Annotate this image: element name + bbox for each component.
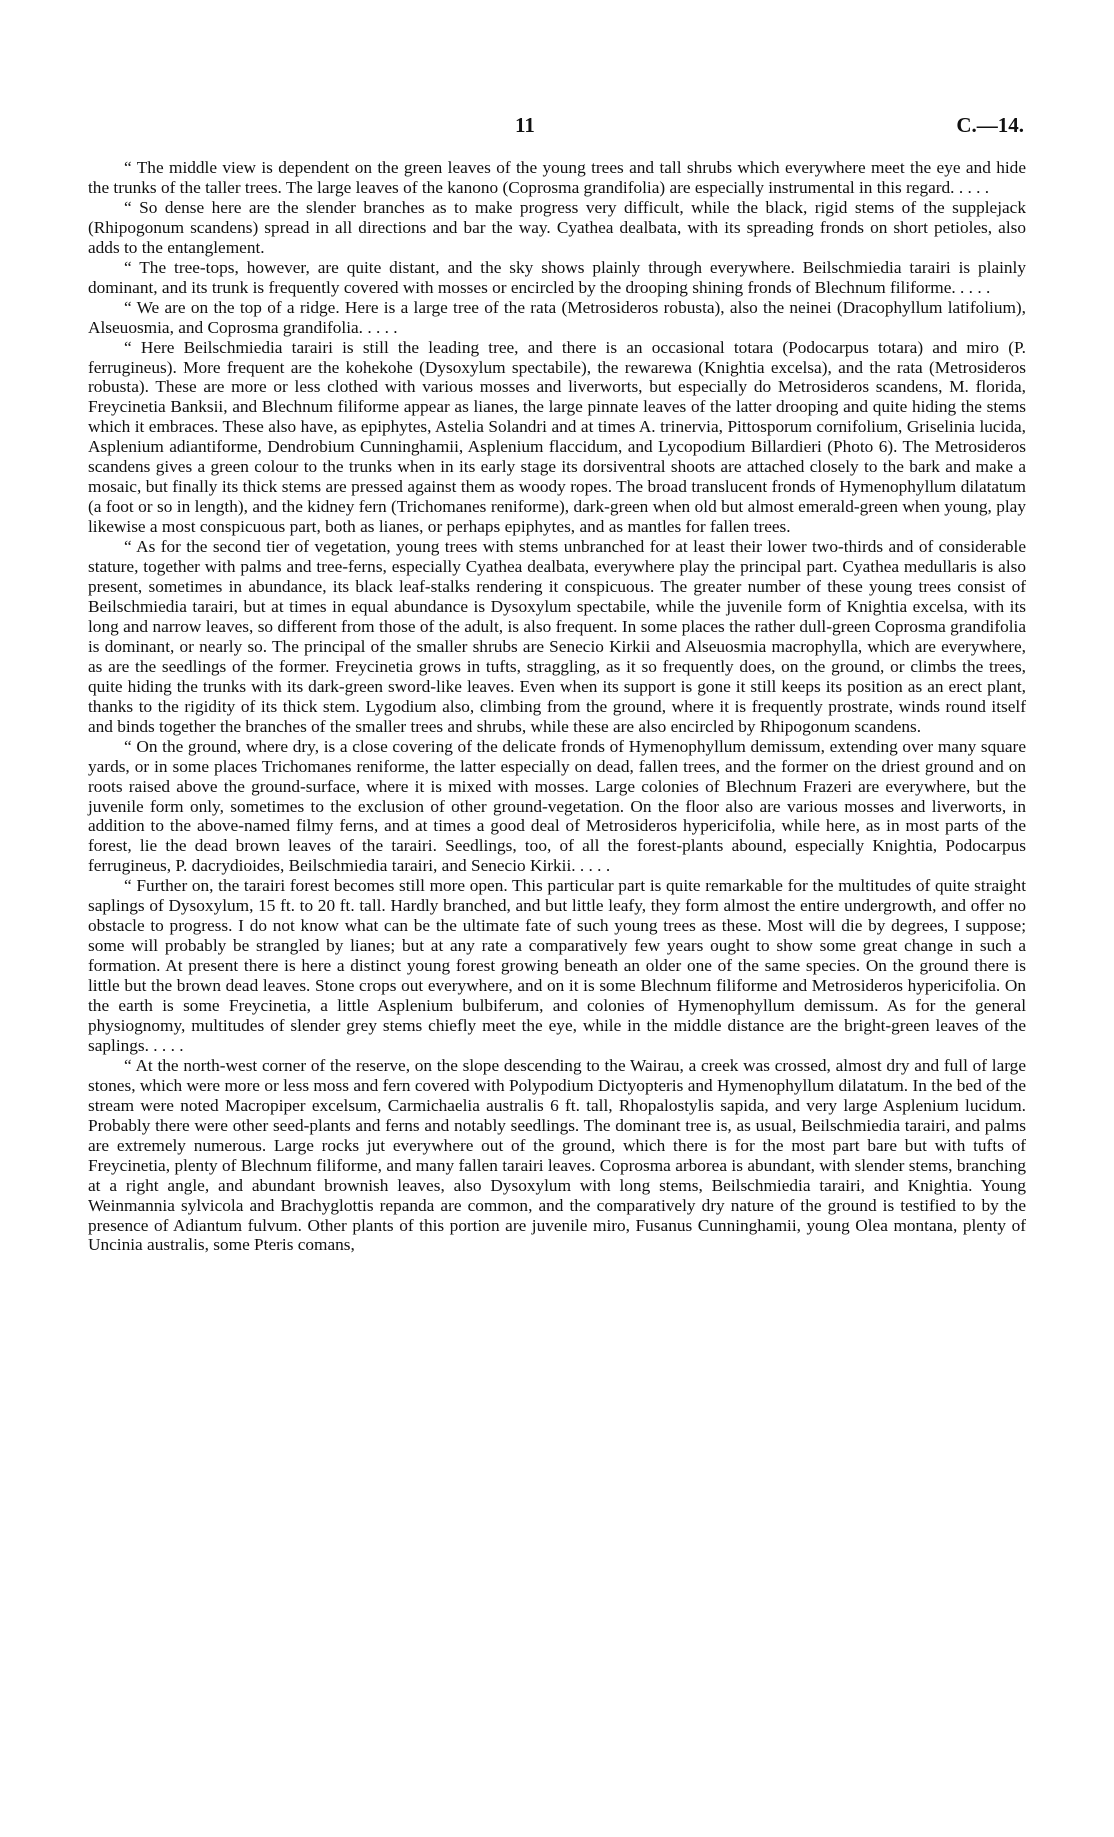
- paragraph-second-tier: “ As for the second tier of vegetation, young trees with stems unbranched for at least their lower two-thirds and of considerable stature, together with palms and tree-ferns, especially Cyathea dealbata, everywhere play the principal part. Cyathea medullaris is also present, sometimes in abundance, its black leaf-stalks rendering it conspicuous. The greater number of these young trees consist of Beilschmiedia tarairi, but at times in equal abundance is Dysoxylum spectabile, while the juvenile form of Knightia excelsa, with its long and narrow leaves, so different from those of the adult, is also frequent. In some places the rather dull-green Coprosma grandifolia is dominant, or nearly so. The principal of the smaller shrubs are Senecio Kirkii and Alseuosmia macrophylla, which are everywhere, as are the seedlings of the former. Freycinetia grows in tufts, straggling, as it so frequently does, on the ground, or climbs the trees, quite hiding the trunks with its dark-green sword-like leaves. Even when its support is gone it still keeps its position as an erect plant, thanks to the rigidity of its thick stem. Lygodium also, climbing from the ground, where it is frequently prostrate, winds round itself and binds together the branches of the smaller trees and shrubs, while these are also encircled by Rhipogonum scandens.: [88, 537, 1026, 736]
- paragraph-tree-tops: “ The tree-tops, however, are quite distant, and the sky shows plainly through everywhere. Beilschmiedia tarairi is plainly dominant, and its trunk is frequently covered with mosses or encircled by the drooping shining fronds of Blechnum filiforme. . . . .: [88, 257, 1026, 297]
- body-text: [88, 158, 1026, 1255]
- paragraph-middle-view: “ The middle view is dependent on the green leaves of the young trees and tall shrubs which everywhere meet the eye and hide the trunks of the taller trees. The large leaves of the kanono (Coprosma grandifolia) are especially instrumental in this regard. . . . .: [88, 158, 1026, 197]
- paragraph-further-on: “ Further on, the tarairi forest becomes still more open. This particular part is quite remarkable for the multitudes of quite straight saplings of Dysoxylum, 15 ft. to 20 ft. tall. Hardly branched, and but little leafy, they form almost the entire undergrowth, and offer no obstacle to progress. I do not know what can be the ultimate fate of such young trees as these. Most will die by degrees, I suppose; some will probably be strangled by lianes; but at any rate a comparatively few years ought to show some great change in such a formation. At present there is here a distinct young forest growing beneath an older one of the same species. On the ground there is little but the brown dead leaves. Stone crops out everywhere, and on it is some Blechnum filiforme and Metrosideros hypericifolia. On the earth is some Freycinetia, a little Asplenium bulbiferum, and colonies of Hymenophyllum demissum. As for the general physiognomy, multitudes of slender grey stems chiefly meet the eye, while in the middle distance are the bright-green leaves of the saplings. . . . .: [88, 876, 1026, 1055]
- paragraph-leading-tree: “ Here Beilschmiedia tarairi is still the leading tree, and there is an occasional totara (Podocarpus totara) and miro (P. ferrugineus). More frequent are the kohekohe (Dysoxylum spectabile), the rewarewa (Knightia excelsa), and the rata (Metrosideros robusta). These are more or less clothed with various mosses and liverworts, but especially do Metrosideros scandens, M. florida, Freycinetia Banksii, and Blechnum filiforme appear as lianes, the large pinnate leaves of the latter drooping and quite hiding the stems which it embraces. These also have, as epiphytes, Astelia Solandri and at times A. trinervia, Pittosporum cornifolium, Griselinia lucida, Asplenium adiantiforme, Dendrobium Cunninghamii, Asplenium flaccidum, and Lycopodium Billardieri (Photo 6). The Metrosideros scandens gives a green colour to the trunks when in its early stage its dorsiventral shoots are attached closely to the bark and make a mosaic, but finally its thick stems are pressed against them as woody ropes. The broad translucent fronds of Hymenophyllum dilatatum (a foot or so in length), and the kidney fern (Trichomanes reniforme), dark-green when old but almost emerald-green when young, play likewise a most conspicuous part, both as lianes, or perhaps epiphytes, and as mantles for fallen trees.: [88, 337, 1026, 537]
- paragraph-ridge-top: “ We are on the top of a ridge. Here is a large tree of the rata (Metrosideros robusta), also the neinei (Dracophyllum latifolium), Alseuosmia, and Coprosma grandifolia. . . . .: [88, 297, 1026, 337]
- paragraph-north-west-corner: “ At the north-west corner of the reserve, on the slope descending to the Wairau, a creek was crossed, almost dry and full of large stones, which were more or less moss and fern covered with Polypodium Dictyopteris and Hymenophyllum dilatatum. In the bed of the stream were noted Macropiper excelsum, Carmichaelia australis 6 ft. tall, Rhopalostylis sapida, and very large Asplenium lucidum. Probably there were other seed-plants and ferns and notably seedlings. The dominant tree is, as usual, Beilschmiedia tarairi, and palms are extremely numerous. Large rocks jut everywhere out of the ground, which there is for the most part bare but with tufts of Freycinetia, plenty of Blechnum filiforme, and many fallen tarairi leaves. Coprosma arborea is abundant, with slender stems, branching at a right angle, and abundant brownish leaves, also Dysoxylum with long stems, Beilschmiedia tarairi, and Knightia. Young Weinmannia sylvicola and Brachyglottis repanda are common, and the comparatively dry nature of the ground is testified to by the presence of Adiantum fulvum. Other plants of this portion are juvenile miro, Fusanus Cunninghamii, young Olea montana, plenty of Uncinia australis, some Pteris comans,: [88, 1055, 1026, 1255]
- paragraph-dense-branches: “ So dense here are the slender branches as to make progress very difficult, while the black, rigid stems of the supplejack (Rhipogonum scandens) spread in all directions and bar the way. Cyathea dealbata, with its spreading fronds on short petioles, also adds to the entanglement.: [88, 197, 1026, 257]
- paragraph-ground-cover: “ On the ground, where dry, is a close covering of the delicate fronds of Hymenophyllum demissum, extending over many square yards, or in some places Trichomanes reniforme, the latter especially on dead, fallen trees, and the former on the driest ground and on roots raised above the ground-surface, where it is mixed with mosses. Large colonies of Blechnum Frazeri are everywhere, but the juvenile form only, sometimes to the exclusion of other ground-vegetation. On the floor also are various mosses and liverworts, in addition to the above-named filmy ferns, and at times a good deal of Metrosideros hypericifolia, while here, as in most parts of the forest, lie the dead brown leaves of the tarairi. Seedlings, too, of all the forest-plants abound, especially Knightia, Podocarpus ferrugineus, P. dacrydioides, Beilschmiedia tarairi, and Senecio Kirkii. . . . .: [88, 736, 1026, 876]
- document-reference: C.—14.: [956, 113, 1024, 137]
- page-number: 11: [515, 113, 535, 137]
